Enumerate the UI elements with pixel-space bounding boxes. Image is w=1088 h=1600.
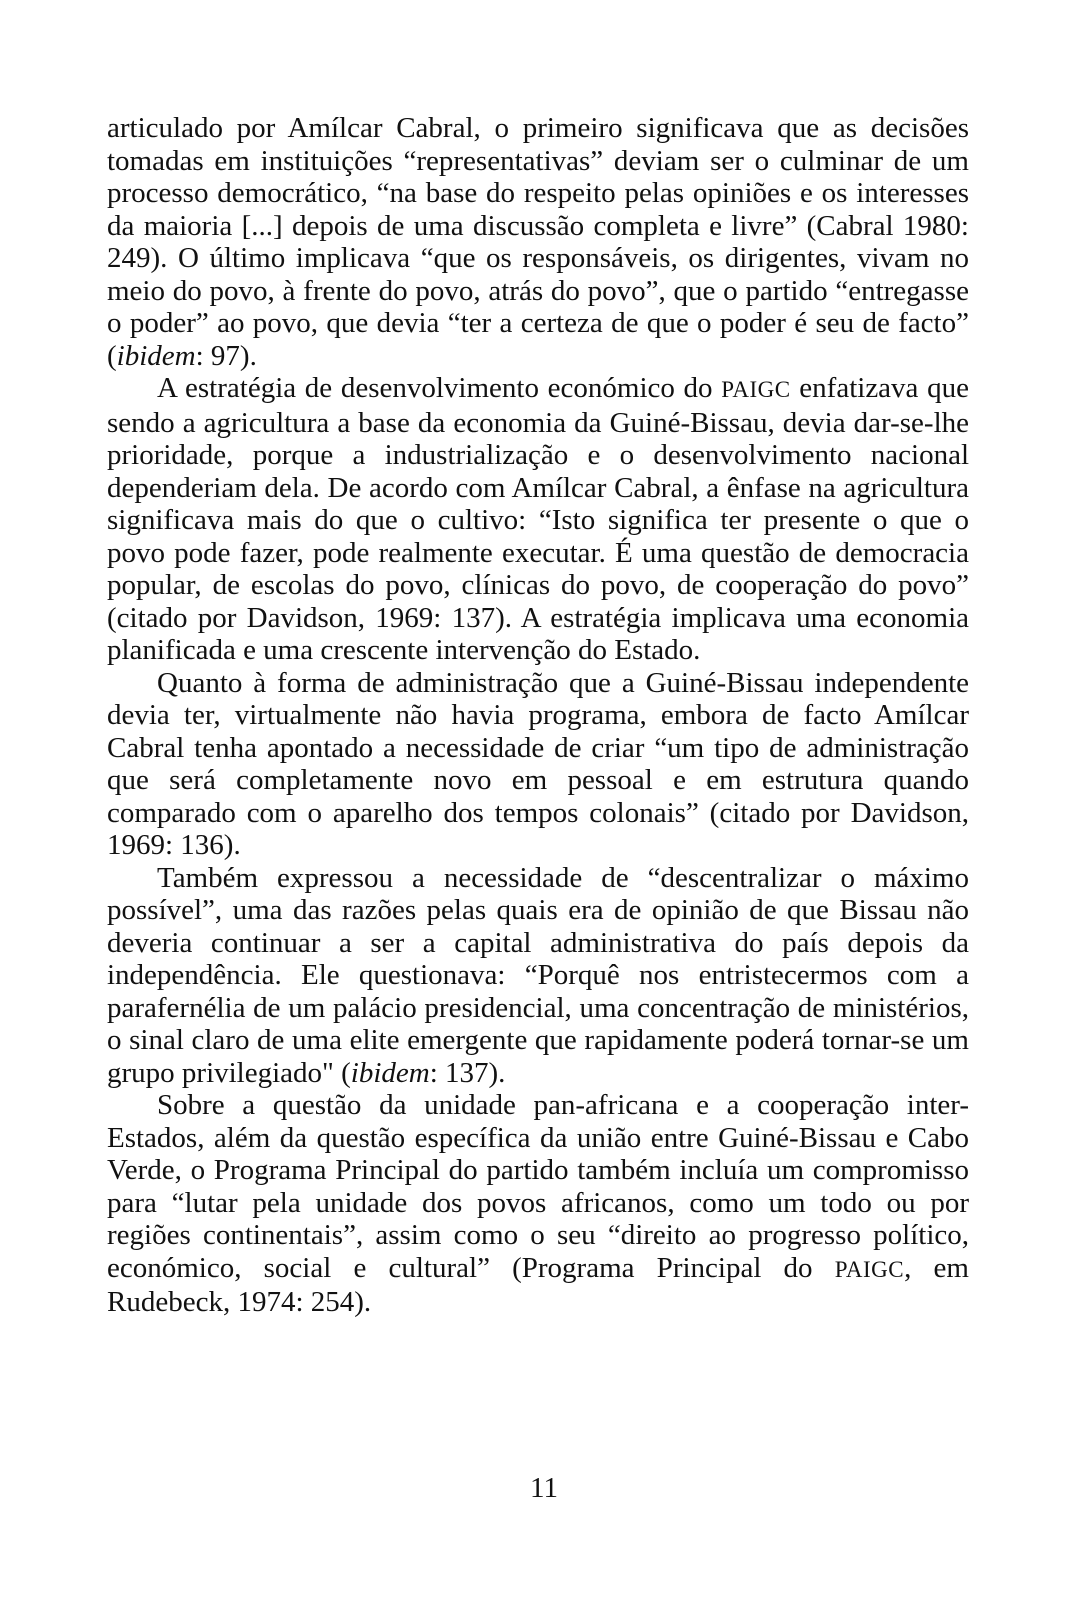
paragraph-text: enfatizava que sendo a agricultura a base da economia da Guiné-Bissau, devia dar-se-lhe prioridade, porque a industrialização e o desenvolvimento nacional dependeriam dela. De acordo com Amílcar Cabral, a ênfase na agricultura significava mais do que o cultivo: “Isto significa ter presente o que o povo pode fazer, pode realmente executar. É uma questão de democracia popular, de escolas do povo, clínicas do povo, de cooperação do povo” (citado por Davidson, 1969: 137). A estratégia implicava uma economia planificada e uma crescente intervenção do Estado. bbox=[107, 372, 969, 666]
paragraph bbox=[107, 112, 969, 372]
paragraph-text: Também expressou a necessidade de “descentralizar o máximo possível”, uma das razões pelas quais era de opinião de que Bissau não deveria continuar a ser a capital administrativa do país depois da independência. Ele questionava: “Porquê nos entristecermos com a parafernélia de um palácio presidencial, uma concentração de ministérios, o sinal claro de uma elite emergente que rapidamente poderá tornar-se um grupo privilegiado" ( bbox=[107, 861, 969, 1089]
acronym: PAIGC bbox=[721, 377, 791, 402]
paragraph bbox=[107, 372, 969, 667]
italic-citation: ibidem bbox=[350, 1056, 430, 1089]
paragraph bbox=[107, 862, 969, 1090]
paragraph-text: : 137). bbox=[429, 1056, 506, 1089]
paragraph-text: articulado por Amílcar Cabral, o primeiro significava que as decisões tomadas em instituições “representativas” deviam ser o culminar de um processo democrático, “na base do respeito pelas opiniões e os interesses da maioria [...] depois de uma discussão completa e livre” (Cabral 1980: 249). O último implicava “que os responsáveis, os dirigentes, vivam no meio do povo, à frente do povo, atrás do povo”, que o partido “entregasse o poder” ao povo, que devia “ter a certeza de que o poder é seu de facto” ( bbox=[107, 112, 969, 372]
paragraph-text: Sobre a questão da unidade pan-africana e a cooperação inter-Estados, além da questão específica da união entre Guiné-Bissau e Cabo Verde, o Programa Principal do partido também incluía um compromisso para “lutar pela unidade dos povos africanos, como um todo ou por regiões continentais”, assim como o seu “direito ao progresso político, económico, social e cultural” (Programa Principal do bbox=[107, 1089, 969, 1284]
paragraph-text: : 97). bbox=[195, 339, 257, 372]
paragraph-text: A estratégia de desenvolvimento económico do bbox=[157, 372, 722, 404]
page-number: 11 bbox=[530, 1472, 558, 1504]
italic-citation: ibidem bbox=[116, 339, 196, 372]
acronym: PAIGC bbox=[834, 1256, 905, 1282]
page-body bbox=[107, 112, 969, 1319]
paragraph bbox=[107, 667, 969, 862]
paragraph-text: Quanto à forma de administração que a Guiné-Bissau independente devia ter, virtualmente não havia programa, embora de facto Amílcar Cabral tenha apontado a necessidade de criar “um tipo de administração que será completamente novo em pessoal e em estrutura quando comparado com o aparelho dos tempos colonais” (citado por Davidson, 1969: 136). bbox=[107, 666, 969, 861]
paragraph bbox=[107, 1089, 969, 1319]
paragraph-text: , em Rudebeck, 1974: 254). bbox=[107, 1251, 969, 1318]
